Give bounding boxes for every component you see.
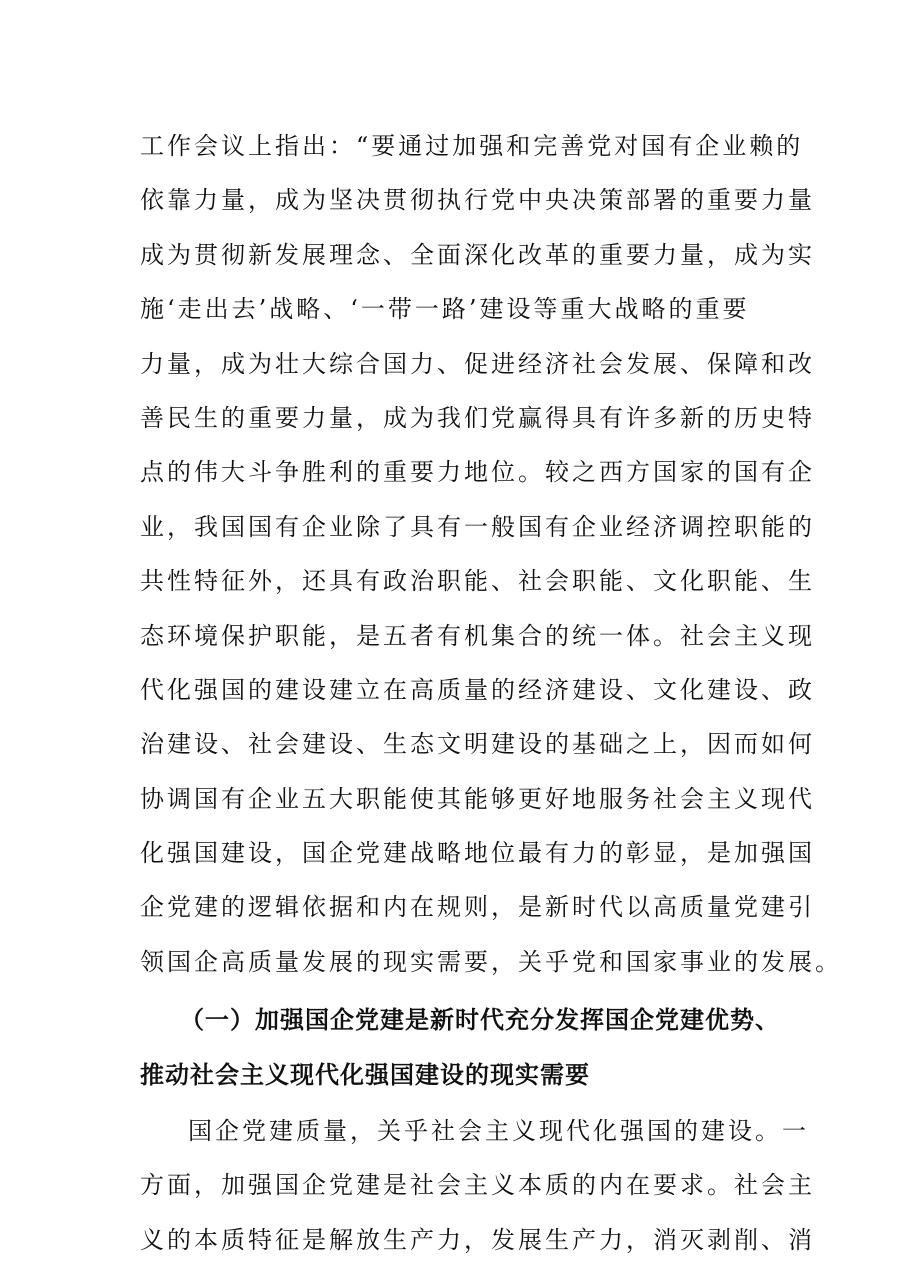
- paragraph-line: 共性特征外，还具有政治职能、社会职能、文化职能、生: [140, 567, 815, 596]
- paragraph-line: 义的本质特征是解放生产力，发展生产力，消灭剥削、消: [140, 1225, 815, 1254]
- paragraph-line: 业，我国国有企业除了具有一般国有企业经济调控职能的: [140, 512, 815, 541]
- paragraph-2: [140, 1104, 815, 1267]
- paragraph-line: 国企党建质量，关乎社会主义现代化强国的建设。一: [188, 1117, 809, 1146]
- paragraph-line: 态环境保护职能，是五者有机集合的统一体。社会主义现: [140, 621, 815, 650]
- paragraph-line: 点的伟大斗争胜利的重要力地位。较之西方国家的国有企: [140, 458, 815, 487]
- paragraph-line: 治建设、社会建设、生态文明建设的基础之上，因而如何: [140, 730, 815, 759]
- paragraph-line: 化强国建设，国企党建战略地位最有力的彰显，是加强国: [140, 839, 815, 868]
- paragraph-line: 善民生的重要力量，成为我们党赢得具有许多新的历史特: [140, 403, 815, 432]
- paragraph-line: 力量，成为壮大综合国力、促进经济社会发展、保障和改: [140, 349, 815, 378]
- paragraph-line: 协调国有企业五大职能使其能够更好地服务社会主义现代: [140, 784, 815, 813]
- paragraph-line: 施‘走出去’战略、‘一带一路’建设等重大战略的重要: [140, 295, 750, 324]
- section-heading-line: 推动社会主义现代化强国建设的现实需要: [140, 1060, 590, 1089]
- paragraph-line: 成为贯彻新发展理念、全面深化改革的重要力量，成为实: [140, 240, 815, 269]
- paragraph-line: 代化强国的建设建立在高质量的经济建设、文化建设、政: [140, 675, 815, 704]
- paragraph-line: 方面，加强国企党建是社会主义本质的内在要求。社会主: [140, 1171, 815, 1200]
- paragraph-1: [140, 119, 842, 989]
- paragraph-line: 依靠力量，成为坚决贯彻执行党中央决策部署的重要力量: [140, 186, 815, 215]
- section-heading-line: （一）加强国企党建是新时代充分发挥国企党建优势、: [180, 1006, 780, 1035]
- paragraph-line: 企党建的逻辑依据和内在规则，是新时代以高质量党建引: [140, 893, 815, 922]
- paragraph-line: 领国企高质量发展的现实需要，关乎党和国家事业的发展。: [140, 947, 842, 976]
- document-body: [140, 119, 842, 1267]
- section-heading: [140, 993, 780, 1102]
- paragraph-line: 工作会议上指出：“要通过加强和完善党对国有企业赖的: [140, 132, 804, 160]
